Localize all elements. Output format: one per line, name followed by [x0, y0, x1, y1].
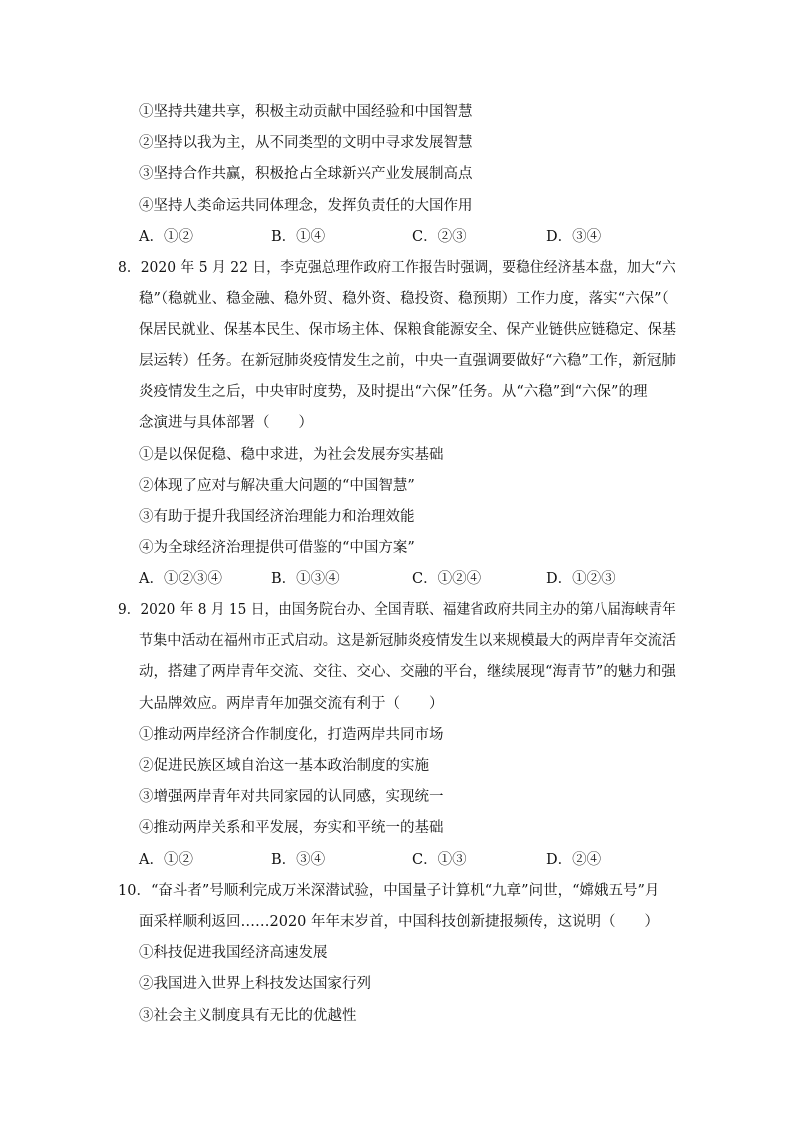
q9-option-b: B．③④ — [271, 852, 326, 868]
q9-option-a: A．①② — [139, 852, 193, 868]
q10-item-3: ③社会主义制度具有无比的优越性 — [139, 1008, 357, 1024]
q9-stem-line-1: 9．2020 年 8 月 15 日，由国务院台办、全国青联、福建省政府共同主办的第八届海峡青年 — [118, 602, 676, 618]
q10-stem-line-1: 10．“奋斗者”号顺利完成万米深潜试验，中国量子计算机“九章”问世，“嫦娥五号”月 — [118, 883, 660, 899]
q10-stem-line-2: 面采样顺利返回……2020 年年末岁首，中国科技创新捷报频传，这说明（ ） — [139, 914, 660, 930]
q8-option-c: C．①②④ — [412, 571, 482, 587]
q9-option-d: D．②④ — [546, 852, 602, 868]
q9-item-1: ①推动两岸经济合作制度化，打造两岸共同市场 — [139, 727, 444, 743]
q10-item-1: ①科技促进我国经济高速发展 — [139, 945, 328, 961]
q8-option-b: B．①③④ — [271, 571, 340, 587]
q8-stem-line-3: 保居民就业、保基本民生、保市场主体、保粮食能源安全、保产业链供应链稳定、保基 — [139, 322, 677, 338]
q9-stem-line-2: 节集中活动在福州市正式启动。这是新冠肺炎疫情发生以来规模最大的两岸青年交流活 — [139, 633, 677, 649]
q8-item-1: ①是以保促稳、稳中求进，为社会发展夯实基础 — [139, 447, 444, 463]
q8-item-3: ③有助于提升我国经济治理能力和治理效能 — [139, 509, 415, 525]
q10-item-2: ②我国进入世界上科技发达国家行列 — [139, 976, 371, 992]
q7-item-4: ④坚持人类命运共同体理念，发挥负责任的大国作用 — [139, 198, 473, 214]
q8-stem-line-4: 层运转）任务。在新冠肺炎疫情发生之前，中央一直强调要做好“六稳”工作，新冠肺 — [139, 353, 676, 369]
q9-item-3: ③增强两岸青年对共同家园的认同感，实现统一 — [139, 789, 444, 805]
q9-stem-line-3: 动，搭建了两岸青年交流、交往、交心、交融的平台，继续展现“海青节”的魅力和强 — [139, 664, 676, 680]
q7-option-b: B．①④ — [271, 229, 326, 245]
q8-option-d: D．①②③ — [546, 571, 616, 587]
q7-option-a: A．①② — [139, 229, 193, 245]
q7-option-c: C．②③ — [412, 229, 467, 245]
q8-stem-line-5: 炎疫情发生之后，中央审时度势，及时提出“六保”任务。从“六稳”到“六保”的理 — [139, 384, 648, 400]
q8-option-a: A．①②③④ — [139, 571, 222, 587]
q8-stem-line-6: 念演进与具体部署（ ） — [139, 415, 313, 431]
q9-option-c: C．①③ — [412, 852, 467, 868]
q7-item-3: ③坚持合作共赢，积极抢占全球新兴产业发展制高点 — [139, 166, 473, 182]
q9-item-4: ④推动两岸关系和平发展，夯实和平统一的基础 — [139, 820, 444, 836]
q9-stem-line-4: 大品牌效应。两岸青年加强交流有利于（ ） — [139, 696, 444, 712]
q8-item-2: ②体现了应对与解决重大问题的“中国智慧” — [139, 478, 415, 494]
q8-stem-line-2: 稳”（稳就业、稳金融、稳外贸、稳外资、稳投资、稳预期）工作力度，落实“六保”（ — [139, 291, 669, 307]
q8-item-4: ④为全球经济治理提供可借鉴的“中国方案” — [139, 540, 415, 556]
q7-item-1: ①坚持共建共享，积极主动贡献中国经验和中国智慧 — [139, 104, 473, 120]
q8-stem-line-1: 8．2020 年 5 月 22 日，李克强总理作政府工作报告时强调，要稳住经济基本盘，加大“六 — [118, 260, 676, 276]
q7-option-d: D．③④ — [546, 229, 602, 245]
q9-item-2: ②促进民族区域自治这一基本政治制度的实施 — [139, 758, 429, 774]
q7-item-2: ②坚持以我为主，从不同类型的文明中寻求发展智慧 — [139, 135, 473, 151]
